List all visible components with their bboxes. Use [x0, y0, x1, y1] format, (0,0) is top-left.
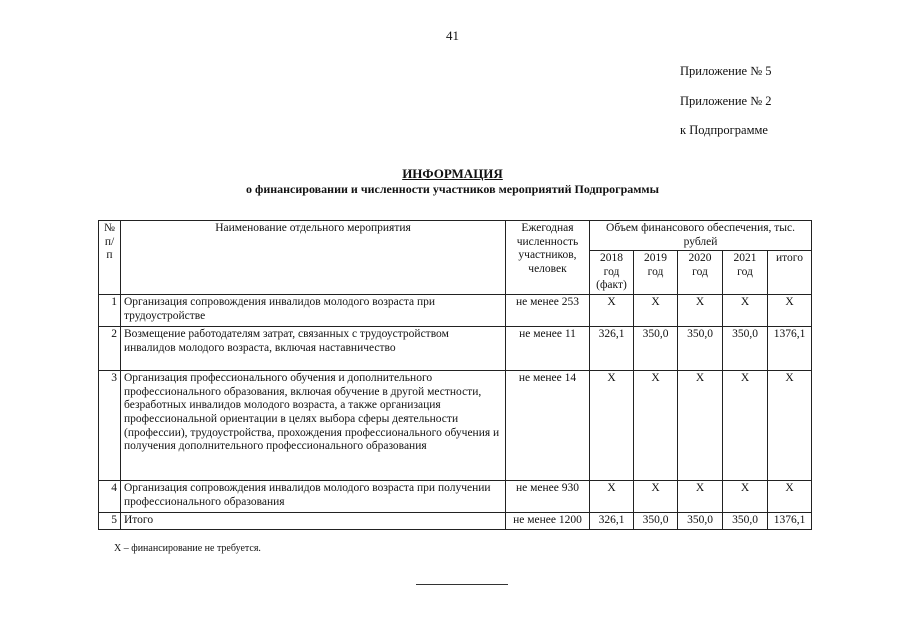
row-2020: X: [678, 295, 723, 327]
header-funding: Объем финансового обеспечения, тыс. рублей: [590, 221, 812, 251]
row-2020: X: [678, 481, 723, 513]
row-total: 1376,1: [768, 513, 812, 530]
row-2018: X: [590, 295, 634, 327]
appendix-label-2: Приложение № 2: [680, 94, 772, 108]
row-2019: 350,0: [634, 513, 678, 530]
row-count: не менее 11: [506, 327, 590, 371]
table-row: [99, 371, 812, 481]
row-name: Итого: [121, 513, 506, 530]
row-2019: X: [634, 481, 678, 513]
header-2018: 2018 год (факт): [590, 251, 634, 295]
row-num: 4: [99, 481, 121, 513]
row-count: не менее 1200: [506, 513, 590, 530]
funding-table: [98, 220, 812, 530]
row-2021: 350,0: [723, 327, 768, 371]
row-2021: 350,0: [723, 513, 768, 530]
row-total: 1376,1: [768, 327, 812, 371]
row-total: X: [768, 481, 812, 513]
table-row: [99, 481, 812, 513]
document-subtitle: о финансировании и численности участников мероприятий Подпрограммы: [246, 182, 659, 196]
page-number: 41: [446, 28, 459, 43]
row-2019: 350,0: [634, 327, 678, 371]
header-count: Ежегодная численность участников, человек: [506, 221, 590, 295]
table-header-row: [99, 221, 812, 251]
footnote: X – финансирование не требуется.: [114, 543, 261, 554]
row-2021: X: [723, 481, 768, 513]
appendix-label-3: к Подпрограмме: [680, 123, 768, 137]
row-2020: 350,0: [678, 513, 723, 530]
table-row: [99, 295, 812, 327]
header-2019: 2019 год: [634, 251, 678, 295]
row-count: не менее 930: [506, 481, 590, 513]
header-2021: 2021 год: [723, 251, 768, 295]
row-count: не менее 14: [506, 371, 590, 481]
row-2018: X: [590, 481, 634, 513]
row-2018: 326,1: [590, 513, 634, 530]
row-2021: X: [723, 371, 768, 481]
row-total: X: [768, 371, 812, 481]
header-name: Наименование отдельного мероприятия: [121, 221, 506, 295]
row-2019: X: [634, 371, 678, 481]
header-total: итого: [768, 251, 812, 295]
document-title: ИНФОРМАЦИЯ: [402, 166, 503, 181]
row-num: 5: [99, 513, 121, 530]
row-name: Возмещение работодателям затрат, связанных с трудоустройством инвалидов молодого возраста, включая наставничество: [121, 327, 506, 371]
header-2020: 2020 год: [678, 251, 723, 295]
row-2018: 326,1: [590, 327, 634, 371]
row-2018: X: [590, 371, 634, 481]
row-num: 3: [99, 371, 121, 481]
row-2019: X: [634, 295, 678, 327]
row-name: Организация сопровождения инвалидов молодого возраста при трудоустройстве: [121, 295, 506, 327]
table-row: [99, 327, 812, 371]
row-name: Организация профессионального обучения и дополнительного профессионального образования, включая обучение в другой местности, безработных инвалидов молодого возраста, а также организация профессиональной ориентации в целях выбора сферы деятельности (профессии), трудоустройства, прохождения профессионального обучения и получения дополнительного профессионального образования: [121, 371, 506, 481]
row-total: X: [768, 295, 812, 327]
row-num: 1: [99, 295, 121, 327]
row-count: не менее 253: [506, 295, 590, 327]
appendix-label-1: Приложение № 5: [680, 64, 772, 78]
row-2020: 350,0: [678, 327, 723, 371]
row-num: 2: [99, 327, 121, 371]
row-name: Организация сопровождения инвалидов молодого возраста при получении профессионального образования: [121, 481, 506, 513]
row-2021: X: [723, 295, 768, 327]
bottom-rule: [416, 584, 508, 585]
table-total-row: [99, 513, 812, 530]
header-num: № п/п: [99, 221, 121, 295]
row-2020: X: [678, 371, 723, 481]
